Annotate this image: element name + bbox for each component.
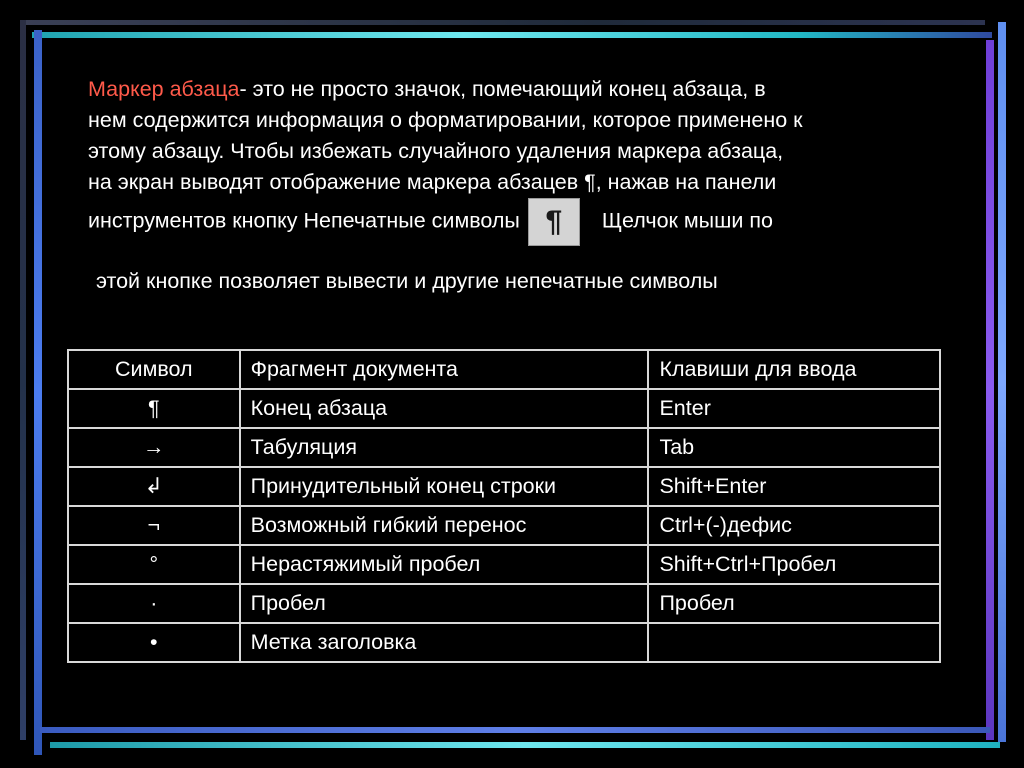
table-row xyxy=(68,545,940,584)
fragment-cell: Табуляция xyxy=(240,428,649,467)
fragment-cell: Конец абзаца xyxy=(240,389,649,428)
frame-right-bar xyxy=(998,22,1006,742)
fragment-cell: Метка заголовка xyxy=(240,623,649,662)
intro-line-5-before: инструментов кнопку Непечатные символы xyxy=(88,208,520,233)
keys-cell: Enter xyxy=(648,389,940,428)
table-header-row xyxy=(68,350,940,389)
table-row xyxy=(68,584,940,623)
frame-left-accent-bar xyxy=(34,30,42,755)
symbol-cell: ¬ xyxy=(68,506,240,545)
table-row xyxy=(68,506,940,545)
header-fragment-cell: Фрагмент документа xyxy=(240,350,649,389)
frame-bottom-accent-bar xyxy=(40,727,990,733)
symbol-cell: ↲ xyxy=(68,467,240,506)
keys-cell: Tab xyxy=(648,428,940,467)
intro-line-5-after: Щелчок мыши по xyxy=(601,208,773,233)
symbol-cell: · xyxy=(68,584,240,623)
frame-bottom-bar xyxy=(50,742,1000,748)
frame-left-bar xyxy=(20,20,26,740)
keys-cell: Shift+Enter xyxy=(648,467,940,506)
table-row xyxy=(68,623,940,662)
table-row xyxy=(68,467,940,506)
symbols-table xyxy=(67,349,941,663)
intro-line-4: на экран выводят отображение маркера абзацев ¶, нажав на панели xyxy=(88,170,777,194)
symbols-table-body xyxy=(68,350,940,662)
header-keys-cell: Клавиши для ввода xyxy=(648,350,940,389)
fragment-cell: Принудительный конец строки xyxy=(240,467,649,506)
intro-paragraph xyxy=(88,74,948,246)
keys-cell xyxy=(648,623,940,662)
intro-line-6: этой кнопке позволяет вывести и другие непечатные символы xyxy=(96,269,718,293)
symbol-cell: ¶ xyxy=(68,389,240,428)
frame-right-accent-bar xyxy=(986,40,994,740)
keys-cell: Ctrl+(-)дефис xyxy=(648,506,940,545)
keys-cell: Пробел xyxy=(648,584,940,623)
symbol-cell: • xyxy=(68,623,240,662)
fragment-cell: Пробел xyxy=(240,584,649,623)
intro-line-2: нем содержится информация о форматировании, которое применено к xyxy=(88,108,803,132)
pilcrow-button-icon: ¶ xyxy=(528,198,580,246)
symbol-cell: → xyxy=(68,428,240,467)
intro-line-1 xyxy=(88,74,948,105)
fragment-cell: Нерастяжимый пробел xyxy=(240,545,649,584)
symbol-cell: ° xyxy=(68,545,240,584)
intro-line-5 xyxy=(88,198,948,246)
table-row xyxy=(68,428,940,467)
fragment-cell: Возможный гибкий перенос xyxy=(240,506,649,545)
term-highlight: Маркер абзаца xyxy=(88,77,240,101)
intro-line-1-rest: - это не просто значок, помечающий конец абзаца, в xyxy=(239,77,766,101)
frame-top-bar xyxy=(20,20,985,25)
keys-cell: Shift+Ctrl+Пробел xyxy=(648,545,940,584)
table-row xyxy=(68,389,940,428)
frame-top-accent-bar xyxy=(32,32,992,38)
intro-line-3: этому абзацу. Чтобы избежать случайного удаления маркера абзаца, xyxy=(88,139,784,163)
header-symbol-cell: Символ xyxy=(68,350,240,389)
